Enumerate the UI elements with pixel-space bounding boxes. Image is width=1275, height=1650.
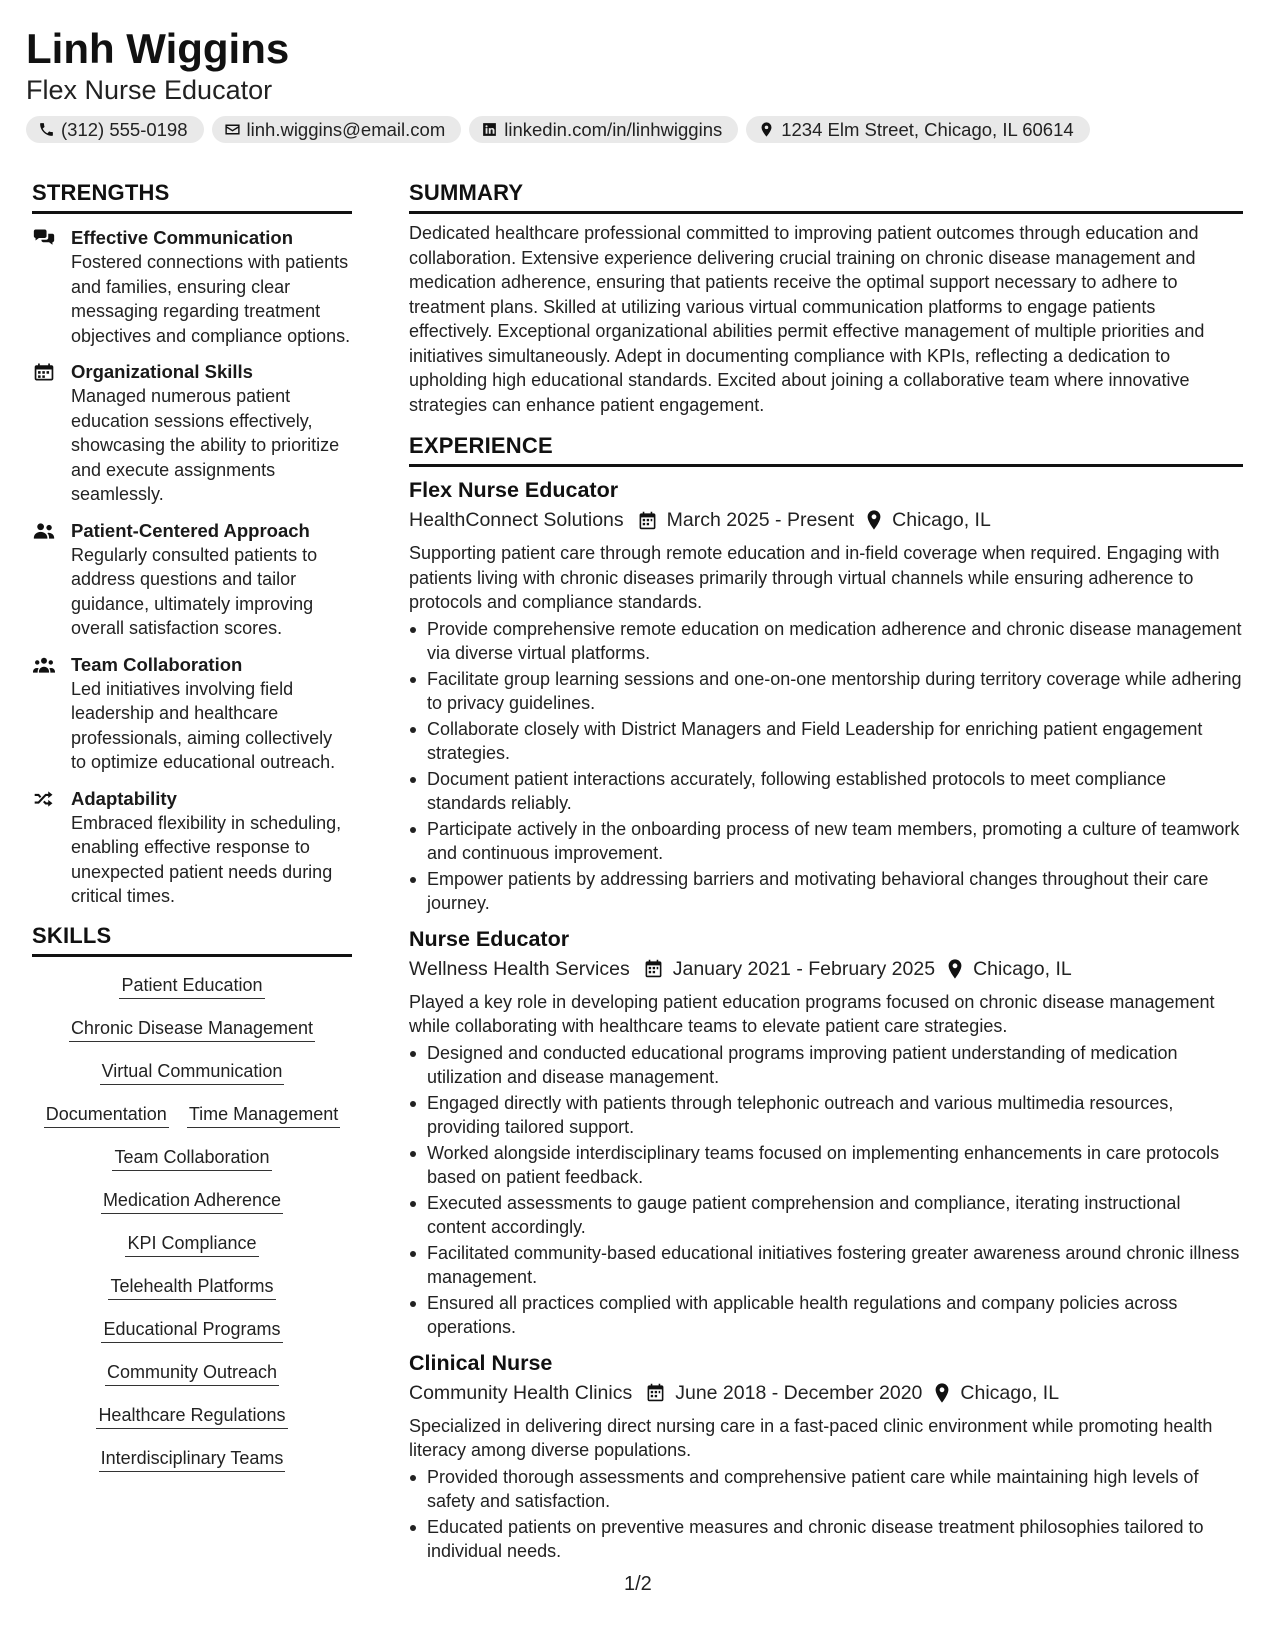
contact-email-text: linh.wiggins@email.com <box>246 118 446 140</box>
contact-address <box>746 116 1089 143</box>
user-group-icon <box>33 522 55 540</box>
job-role: Nurse Educator <box>409 926 570 951</box>
contact-phone[interactable] <box>26 116 204 143</box>
candidate-title: Flex Nurse Educator <box>26 75 273 105</box>
job-bullet: Participate actively in the onboarding process of new team members, promoting a culture of teamwork and continuous improvement. <box>409 817 1243 866</box>
job-bullets <box>409 1465 1243 1564</box>
job-entry <box>409 477 1243 916</box>
phone-icon <box>38 121 55 138</box>
strength-item <box>32 787 352 909</box>
job-company: Community Health Clinics <box>409 1381 633 1404</box>
strength-desc: Embraced flexibility in scheduling, enabling effective response to unexpected patient needs during critical times. <box>71 812 342 906</box>
strength-desc: Led initiatives involving field leadership and healthcare professionals, aiming collectively to optimize educational outreach. <box>71 678 336 772</box>
job-description: Specialized in delivering direct nursing care in a fast-paced clinic environment while promoting health literacy among diverse populations. <box>409 1415 1213 1460</box>
skill-tag: KPI Compliance <box>125 1231 258 1257</box>
job-location: Chicago, IL <box>960 1381 1060 1404</box>
strength-desc: Regularly consulted patients to address questions and tailor guidance, ultimately improving overall satisfaction scores. <box>71 544 318 638</box>
strength-item <box>32 226 352 348</box>
job-location: Chicago, IL <box>892 509 991 531</box>
skills-section <box>32 923 352 1472</box>
calendar-icon <box>638 511 657 530</box>
job-meta <box>409 506 1243 534</box>
chat-bubbles-icon <box>33 229 55 247</box>
job-description: Supporting patient care through remote education and in-field coverage when required. Engaging with patients living with chronic diseases primarily through virtual channels while ensuring adherence to protocols and compliance standards. <box>409 543 1220 612</box>
skill-tag: Team Collaboration <box>112 1145 271 1171</box>
shuffle-icon <box>33 790 55 808</box>
job-entry <box>409 1350 1243 1564</box>
summary-heading: SUMMARY <box>409 180 1243 214</box>
strength-title: Organizational Skills <box>71 361 253 382</box>
contact-phone-text: (312) 555-0198 <box>61 118 188 140</box>
location-pin-icon <box>934 1383 950 1403</box>
job-company: Wellness Health Services <box>409 957 630 980</box>
location-pin-icon <box>758 121 775 138</box>
job-bullets <box>409 1041 1243 1340</box>
contact-address-text: 1234 Elm Street, Chicago, IL 60614 <box>781 118 1074 140</box>
candidate-name: Linh Wiggins <box>26 25 290 72</box>
strength-item <box>32 653 352 775</box>
calendar-icon <box>646 1383 665 1402</box>
envelope-icon <box>224 121 241 138</box>
skill-tag: Patient Education <box>119 973 264 999</box>
job-bullet: Ensured all practices complied with applicable health regulations and company policies across operations. <box>409 1291 1243 1340</box>
job-bullet: Engaged directly with patients through telephonic outreach and various multimedia resources, providing tailored support. <box>409 1091 1243 1140</box>
skill-tag: Telehealth Platforms <box>108 1274 275 1300</box>
strength-desc: Fostered connections with patients and families, ensuring clear messaging regarding treatment objectives and compliance options. <box>71 252 351 346</box>
strength-title: Team Collaboration <box>71 653 243 675</box>
job-dates: March 2025 - Present <box>666 509 855 531</box>
skill-tag: Documentation <box>44 1102 169 1128</box>
left-column <box>32 180 352 1472</box>
contact-linkedin-text: linkedin.com/in/linhwiggins <box>504 118 723 140</box>
page-number: 1/2 <box>624 1573 652 1595</box>
right-column <box>409 180 1243 1565</box>
job-bullet: Designed and conducted educational programs improving patient understanding of medication utilization and disease management. <box>409 1041 1243 1090</box>
summary-text: Dedicated healthcare professional committed to improving patient outcomes through education and collaboration. Extensive experience delivering crucial training on chronic disease management and medication adherence, ensuring that patients receive the optimal support necessary to adhere to treatment plans. Skilled at utilizing various virtual communication platforms to engage patients effectively. Exceptional organizational abilities permit effective management of multiple priorities and initiatives simultaneously. Adept in documenting compliance with KPIs, reflecting a dedication to upholding high educational standards. Excited about joining a collaborative team where innovative strategies can enhance patient engagement. <box>409 223 1205 415</box>
strength-desc: Managed numerous patient education sessions effectively, showcasing the ability to prioritize and execute assignments seamlessly. <box>71 386 340 504</box>
skill-tag: Medication Adherence <box>101 1188 283 1214</box>
job-bullet: Collaborate closely with District Managers and Field Leadership for enriching patient engagement strategies. <box>409 717 1243 766</box>
job-location: Chicago, IL <box>973 957 1072 980</box>
job-bullet: Document patient interactions accurately, following established protocols to meet compliance standards reliably. <box>409 767 1243 816</box>
job-meta <box>409 955 1243 983</box>
job-bullets <box>409 617 1243 916</box>
skill-tag: Interdisciplinary Teams <box>99 1446 286 1472</box>
resume-header <box>26 24 1256 143</box>
job-description: Played a key role in developing patient education programs focused on chronic disease management while collaborating with healthcare teams to elevate patient care strategies. <box>409 991 1215 1036</box>
skill-tag: Community Outreach <box>105 1360 279 1386</box>
strengths-heading: STRENGTHS <box>32 180 352 214</box>
calendar-icon <box>644 959 663 978</box>
job-role: Clinical Nurse <box>409 1350 553 1375</box>
strength-title: Adaptability <box>71 787 177 809</box>
job-bullet: Facilitate group learning sessions and one-on-one mentorship during territory coverage while adhering to privacy guidelines. <box>409 667 1243 716</box>
job-company: HealthConnect Solutions <box>409 509 624 531</box>
job-dates: January 2021 - February 2025 <box>672 957 936 980</box>
job-role: Flex Nurse Educator <box>409 478 619 502</box>
job-meta <box>409 1379 1243 1407</box>
job-bullet: Provided thorough assessments and comprehensive patient care while maintaining high levels of safety and satisfaction. <box>409 1465 1243 1514</box>
contact-linkedin[interactable] <box>469 116 738 143</box>
skill-tag: Chronic Disease Management <box>69 1016 315 1042</box>
skill-tag: Time Management <box>187 1102 340 1128</box>
job-bullet: Provide comprehensive remote education on medication adherence and chronic disease management via diverse virtual platforms. <box>409 617 1243 666</box>
experience-heading: EXPERIENCE <box>409 433 1243 467</box>
strength-title: Effective Communication <box>71 227 294 248</box>
strength-item <box>32 360 352 507</box>
strength-item <box>32 519 352 641</box>
job-bullet: Executed assessments to gauge patient comprehension and compliance, iterating instructional content accordingly. <box>409 1191 1243 1240</box>
strength-title: Patient-Centered Approach <box>71 519 310 541</box>
skill-tag: Virtual Communication <box>100 1059 285 1085</box>
users-icon <box>33 656 55 674</box>
contact-bar <box>26 116 1256 143</box>
skills-list <box>32 973 352 1472</box>
location-pin-icon <box>947 959 963 979</box>
contact-email[interactable] <box>212 116 462 143</box>
skills-heading: SKILLS <box>32 923 352 957</box>
job-bullet: Empower patients by addressing barriers and motivating behavioral changes throughout their care journey. <box>409 867 1243 916</box>
job-bullet: Worked alongside interdisciplinary teams focused on implementing enhancements in care protocols based on patient feedback. <box>409 1141 1243 1190</box>
strengths-list <box>32 226 352 909</box>
job-bullet: Facilitated community-based educational initiatives fostering greater awareness around chronic illness management. <box>409 1241 1243 1290</box>
job-bullet: Educated patients on preventive measures and chronic disease treatment philosophies tailored to individual needs. <box>409 1515 1243 1564</box>
job-entry <box>409 926 1243 1340</box>
skill-tag: Healthcare Regulations <box>96 1403 287 1429</box>
skill-tag: Educational Programs <box>101 1317 282 1343</box>
calendar-icon <box>33 363 55 381</box>
location-pin-icon <box>866 510 882 530</box>
job-dates: June 2018 - December 2020 <box>675 1381 923 1404</box>
linkedin-icon <box>481 121 498 138</box>
experience-section <box>409 433 1243 1564</box>
